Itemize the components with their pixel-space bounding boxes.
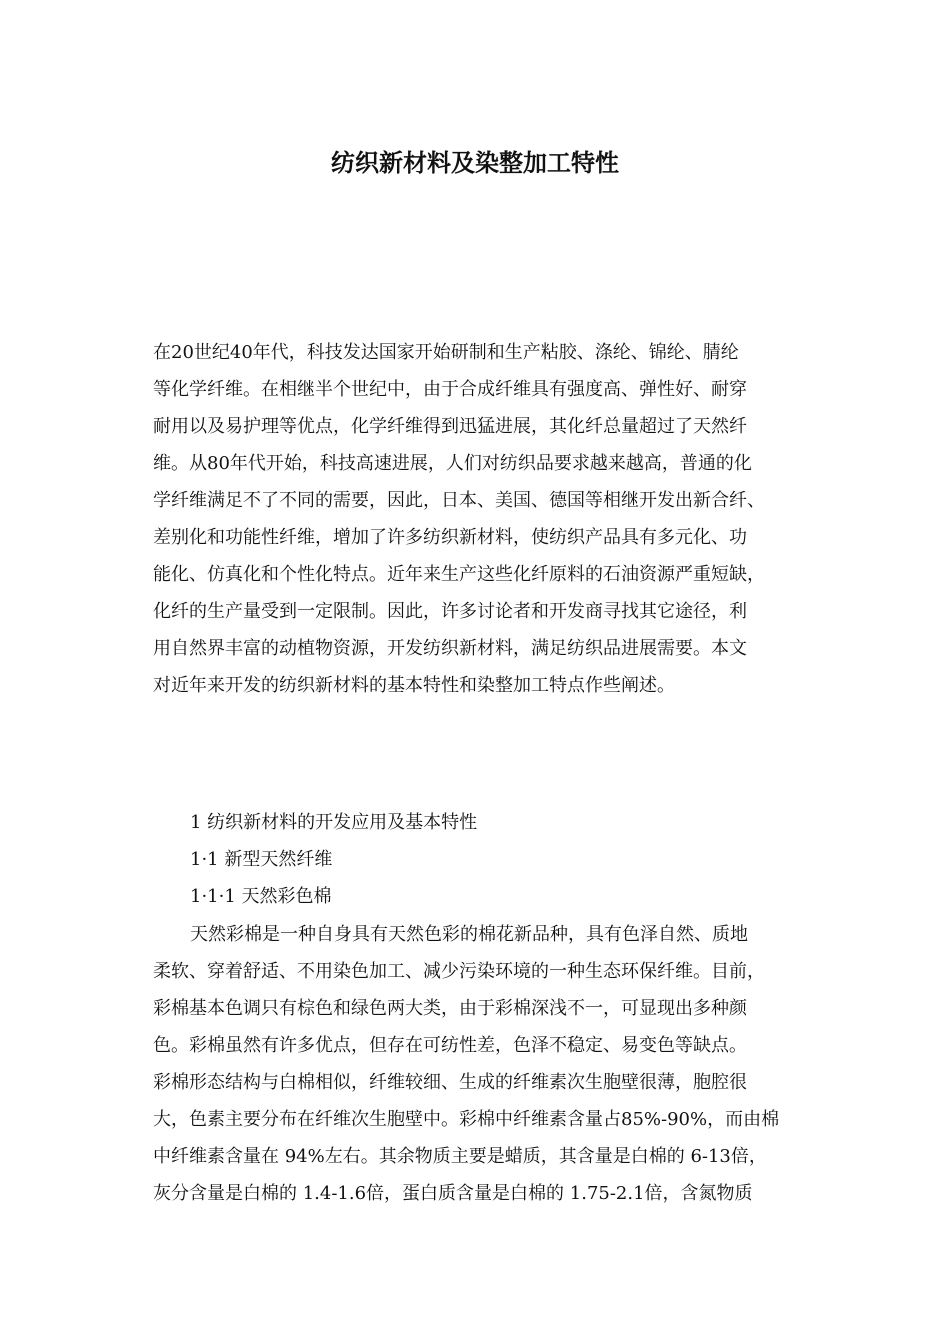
intro-line: 耐用以及易护理等优点，化学纤维得到迅猛进展，其化纤总量超过了天然纤 bbox=[153, 416, 747, 437]
body-line: 柔软、穿着舒适、不用染色加工、减少污染环境的一种生态环保纤维。目前， bbox=[153, 961, 765, 982]
body-line: 彩棉形态结构与白棉相似，纤维较细、生成的纤维素次生胞壁很薄，胞腔很 bbox=[153, 1072, 747, 1093]
body-line: 中纤维素含量在 94%左右。其余物质主要是蜡质，其含量是白棉的 6-13倍， bbox=[153, 1146, 767, 1167]
body-line: 天然彩棉是一种自身具有天然色彩的棉花新品种，具有色泽自然、质地 bbox=[190, 924, 748, 945]
section-heading-1: 1 纺织新材料的开发应用及基本特性 bbox=[190, 812, 478, 833]
page-title: 纺织新材料及染整加工特性 bbox=[331, 148, 619, 177]
section-heading-1-1-1: 1·1·1 天然彩色棉 bbox=[190, 886, 332, 907]
intro-line: 用自然界丰富的动植物资源，开发纺织新材料，满足纺织品进展需要。本文 bbox=[153, 638, 747, 659]
intro-line: 化纤的生产量受到一定限制。因此，许多讨论者和开发商寻找其它途径，利 bbox=[153, 601, 747, 622]
body-line: 大，色素主要分布在纤维次生胞壁中。彩棉中纤维素含量占85%-90%，而由棉 bbox=[153, 1109, 780, 1130]
intro-line: 差别化和功能性纤维，增加了许多纺织新材料，使纺织产品具有多元化、功 bbox=[153, 527, 747, 548]
body-line: 灰分含量是白棉的 1.4-1.6倍，蛋白质含量是白棉的 1.75-2.1倍，含氮物质 bbox=[153, 1183, 753, 1204]
body-line: 色。彩棉虽然有许多优点，但存在可纺性差，色泽不稳定、易变色等缺点。 bbox=[153, 1035, 747, 1056]
intro-line: 维。从80年代开始，科技高速进展，人们对纺织品要求越来越高，普通的化 bbox=[153, 453, 752, 474]
intro-line: 学纤维满足不了不同的需要，因此，日本、美国、德国等相继开发出新合纤、 bbox=[153, 490, 765, 511]
intro-line: 对近年来开发的纺织新材料的基本特性和染整加工特点作些阐述。 bbox=[153, 675, 675, 696]
intro-line: 能化、仿真化和个性化特点。近年来生产这些化纤原料的石油资源严重短缺， bbox=[153, 564, 765, 585]
intro-line: 等化学纤维。在相继半个世纪中，由于合成纤维具有强度高、弹性好、耐穿 bbox=[153, 379, 747, 400]
intro-line: 在20世纪40年代，科技发达国家开始研制和生产粘胶、涤纶、锦纶、腈纶 bbox=[153, 342, 739, 363]
section-heading-1-1: 1·1 新型天然纤维 bbox=[190, 849, 333, 870]
body-line: 彩棉基本色调只有棕色和绿色两大类，由于彩棉深浅不一，可显现出多种颜 bbox=[153, 998, 747, 1019]
